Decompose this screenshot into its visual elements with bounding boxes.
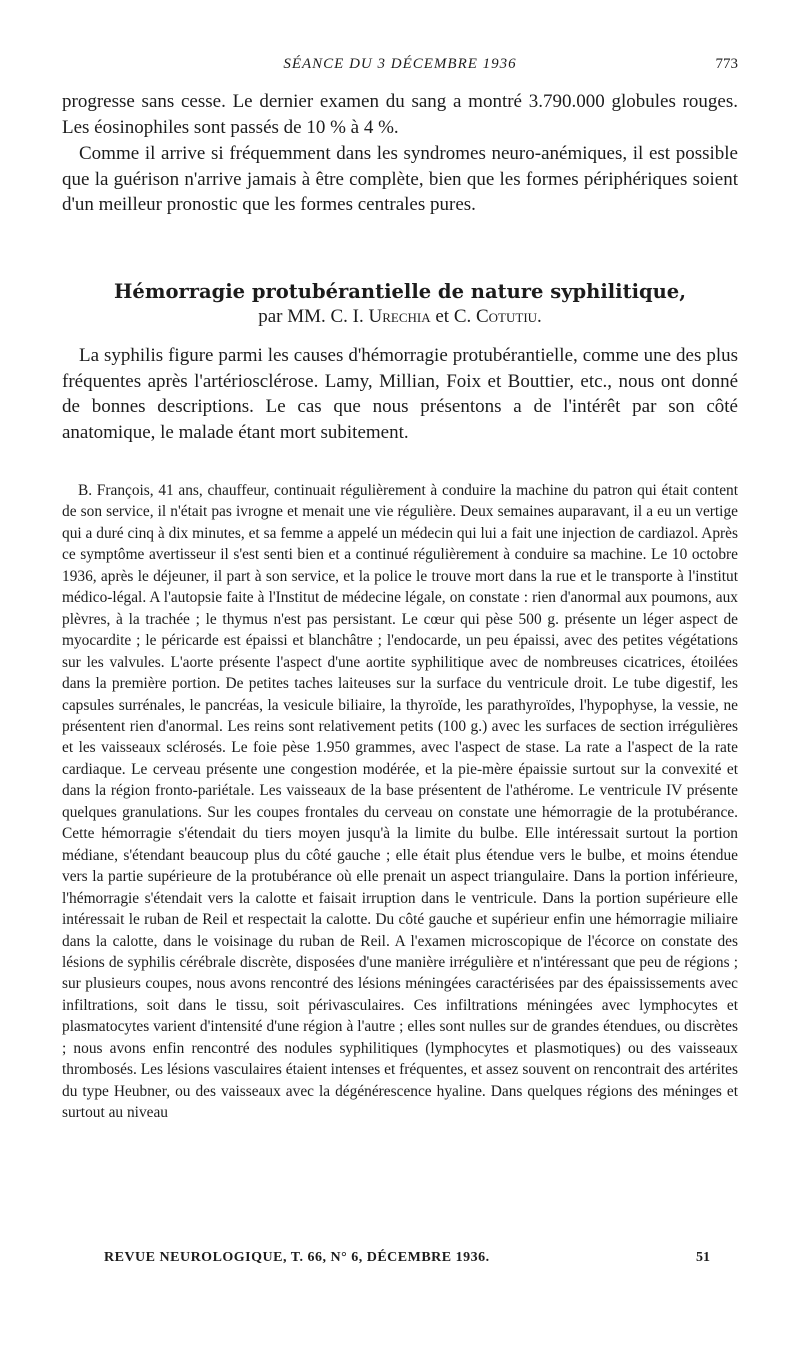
continued-paragraph-2: Comme il arrive si fréquemment dans les syndromes neuro-anémiques, il est possible que la guérison n'arrive jamais à être complète, bien que les formes périphériques soient d'un meilleur pronostic que les formes centrales pures. — [62, 143, 738, 216]
article-title: Hémorragie protubérantielle de nature syphilitique, — [113, 280, 686, 303]
author-2: C. Cotutiu. — [453, 306, 542, 327]
author-1: C. I. Urechia — [330, 306, 431, 327]
page-number: 773 — [715, 56, 738, 72]
article-authors — [62, 306, 738, 328]
authors-conjunction: et — [435, 306, 450, 327]
signature-number: 51 — [696, 1250, 710, 1265]
case-report: B. François, 41 ans, chauffeur, continuait régulièrement à conduire la machine du patron qui était content de son service, il n'était pas ivrogne et menait une vie régulière. Deux semaines auparavant, il a eu un vertige qui a duré cinq à dix minutes, et sa femme a appelé un médecin qui lui a fait une injection de cardiazol. Après ce symptôme avertisseur il s'est senti bien et a continué régulièrement à conduire sa machine. Le 10 octobre 1936, après le déjeuner, il part à son service, et la police le trouve mort dans la rue et le transporte à l'institut médico-légal. A l'autopsie faite à l'Institut de médecine légale, on constate : rien d'anormal aux poumons, aux plèvres, à la trachée ; le thymus n'est pas persistant. Le cœur qui pèse 500 g. présente un léger aspect de myocardite ; le péricarde est épaissi et blanchâtre ; l'endocarde, un peu épaissi, avec des petites végétations sur les valvules. L'aorte présente l'aspect d'une aortite syphilitique avec de nombreuses cicatrices, étoilées dans la première portion. De petites taches laiteuses sur la surface du ventricule droit. Le tube digestif, les capsules surrénales, le pancréas, la vesicule biliaire, la thyroïde, les parathyroïdes, l'hypophyse, la vessie, ne présentent rien d'anormal. Les reins sont relativement petits (100 g.) avec les surfaces de section irrégulières et les vaisseaux sclérosés. Le foie pèse 1.950 grammes, avec l'aspect de stase. La rate a l'aspect de la rate cardiaque. Le cerveau présente une congestion modérée, et la pie-mère épaissie surtout sur la convexité et dans la région fronto-pariétale. Les vaisseaux de la base présentent de l'athérome. Le ventricule IV présente quelques granulations. Sur les coupes frontales du cerveau on constate une hémorragie de la protubérance. Cette hémorragie s'étendait du tiers moyen jusqu'à la limite du bulbe. Elle intéressait surtout la portion médiane, s'étendant beaucoup plus du côté gauche ; elle était plus étendue vers le bulbe, et moins étendue vers la partie supérieure de la protubérance où elle prenait un aspect triangulaire. Dans la portion inférieure, l'hémorragie s'étendait vers la calotte et faisait irruption dans le ventricule. Dans la portion supérieure elle intéressait le ruban de Reil et respectait la calotte. Du côté gauche et supérieur enfin une hémorragie miliaire dans la calotte, dans le voisinage du ruban de Reil. A l'examen microscopique de l'écorce on constate des lésions de syphilis cérébrale discrète, disposées d'une manière irrégulière et n'intéressant que peu de régions ; sur plusieurs coupes, nous avons rencontré des lésions méningées caractérisées par des épaississements avec infiltrations, soit dans le tissu, soit périvasculaires. Ces infiltrations méningées avec lymphocytes et plasmatocytes varient d'intensité d'une région à l'autre ; elles sont nulles sur de grandes étendues, ou discrètes ; nous avons enfin rencontré des nodules syphilitiques (lymphocytes et plasmotiques) ou des vaisseaux thrombosés. Les lésions vasculaires étaient intenses et fréquentes, et assez souvent on rencontrait des artérites du type Heubner, ou des vaisseaux avec la dégénérescence hyaline. Dans quelques régions des méninges et surtout au niveau — [62, 482, 738, 1122]
article-intro: La syphilis figure parmi les causes d'hémorragie protubérantielle, comme une des plus fréquentes après l'artériosclérose. Lamy, Millian, Foix et Bouttier, etc., nous ont donné de bonnes descriptions. Le cas que nous présentons a de l'intérêt par son côté anatomique, le malade étant mort subitement. — [62, 345, 738, 444]
authors-prefix: par MM. — [258, 306, 326, 327]
page-footer — [62, 1250, 738, 1270]
running-header — [62, 56, 738, 80]
running-title: SÉANCE DU 3 DÉCEMBRE 1936 — [283, 56, 517, 72]
continued-paragraph-1: progresse sans cesse. Le dernier examen du sang a montré 3.790.000 globules rouges. Les éosinophiles sont passés de 10 % à 4 %. — [62, 91, 738, 138]
journal-reference: REVUE NEUROLOGIQUE, T. 66, N° 6, DÉCEMBRE 1936. — [104, 1250, 490, 1265]
